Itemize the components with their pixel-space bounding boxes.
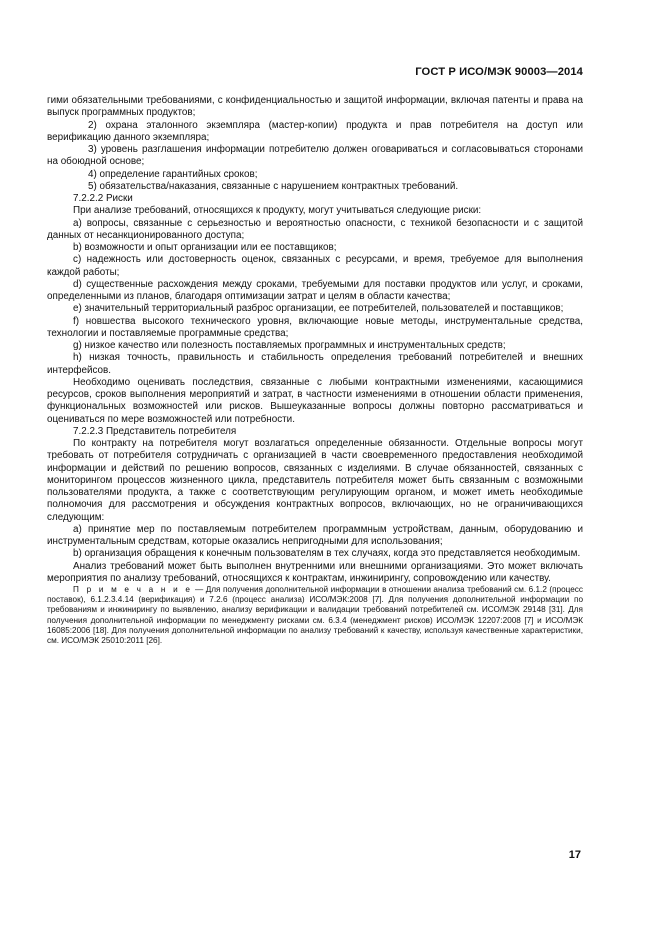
list-item-4: 4) определение гарантийных сроков; [88,168,258,180]
duty-item-b: b) организация обращения к конечным пользователям в тех случаях, когда это представляется необходимым. [73,548,581,560]
page-number: 17 [568,849,581,861]
list-item-2: 2) охрана эталонного экземпляра (мастер-копии) продукта и прав потребителя на доступ или верификацию данного экземпляра; [47,119,583,143]
duty-item-a: a) принятие мер по поставляемым потребителем программным устройствам, данным, оборудованию и инструментальным средствам, которые оказались непригодными для использования; [47,523,583,547]
note-text: — Для получения дополнительной информации в отношении анализа требований см. 6.1.2 (процесс поставок), 6.1.2.3.4.14 (верификация) и 7.2.6 (процесс анализа) ИСО/МЭК:2008 [7]. Для получения дополнительной информации по требованиям и инжинирингу по выявлению, анализу верификации и валидации требований потребителей см. ИСО/МЭК 29148 [31]. Для получения дополнительной информации по менеджменту рисками см. 6.3.4 (менеджмент рисков) ИСО/МЭК 12207:2008 [7] и ИСО/МЭК 16085:2006 [18]. Для получения дополнительной информации по анализу требований к качеству, используя качественные характеристики, см. ИСО/МЭК 25010:2011 [26]. [47,585,583,646]
list-item-5: 5) обязательства/наказания, связанные с нарушением контрактных требований. [88,180,459,192]
risk-item-e: e) значительный территориальный разброс организации, ее потребителей, пользователей и поставщиков; [73,303,564,315]
paragraph-analysis: Анализ требований может быть выполнен внутренними или внешними организациями. Это может включать мероприятия по анализу требований, относящихся к контрактам, инжинирингу, сопровождению или качеству. [47,560,583,584]
risk-item-g: g) низкое качество или полезность поставляемых программных и инструментальных средств; [73,340,506,351]
risk-item-d: d) существенные расхождения между сроками, требуемыми для поставки продуктов или услуг, и сроками, определенными из планов, благодаря оптимизации затрат и целям в области качества; [47,278,583,302]
document-header: ГОСТ Р ИСО/МЭК 90003—2014 [415,66,583,78]
risk-item-b: b) возможности и опыт организации или ее поставщиков; [73,242,337,253]
risk-item-c: c) надежность или достоверность оценок, связанных с ресурсами, и время, требуемое для выполнения каждой работы; [47,254,583,278]
list-item-3: 3) уровень разглашения информации потребителю должен оговариваться и согласовываться сторонами на обоюдной основе; [47,144,583,168]
paragraph-risks-intro: При анализе требований, относящихся к продукту, могут учитываться следующие риски: [73,205,482,217]
paragraph-continuation: гими обязательными требованиями, с конфиденциальностью и защитой информации, включая патенты и права на выпуск программных продуктов; [47,95,583,119]
section-heading-risks: 7.2.2.2 Риски [73,193,133,204]
note-block [47,585,583,646]
note-label: П р и м е ч а н и е [73,585,193,594]
risk-item-f: f) новшества высокого технического уровня, включающие новые методы, инструментальные средства, технологии и поставляемые программные средства; [47,315,583,339]
risk-item-h: h) низкая точность, правильность и стабильность определения требований потребителей и внешних интерфейсов. [47,352,583,376]
risk-item-a: а) вопросы, связанные с серьезностью и вероятностью опасности, с техникой безопасности и с защитой данных от несанкционированного доступа; [47,217,583,241]
paragraph-consequences: Необходимо оценивать последствия, связанные с любыми контрактными изменениями, касающимися ресурсов, сроков выполнения мероприятий и затрат, в частности изменениями в отношении области применения, функциональных возможностей или рисков. Вышеуказанные вопросы должны повторно рассматриваться и оцениваться по мере возможностей или потребности. [47,376,583,425]
paragraph-contract-duties: По контракту на потребителя могут возлагаться определенные обязанности. Отдельные вопросы могут требовать от потребителя сотрудничать с организацией в части своевременного предоставления необходимой информации и действий по решению вопросов, связанных с изделиями. В случае обязанностей, связанных с мониторингом процессов жизненного цикла, представитель потребителя может быть связанным с возможными пользователями продукта, а также с соответствующим регулирующим органом, и может иметь необходимые полномочия для рассмотрения и обсуждения контрактных вопросов, включающих, но не ограничивающихся следующим: [47,438,583,523]
section-heading-representative: 7.2.2.3 Представитель потребителя [73,425,237,437]
document-body [47,95,583,646]
